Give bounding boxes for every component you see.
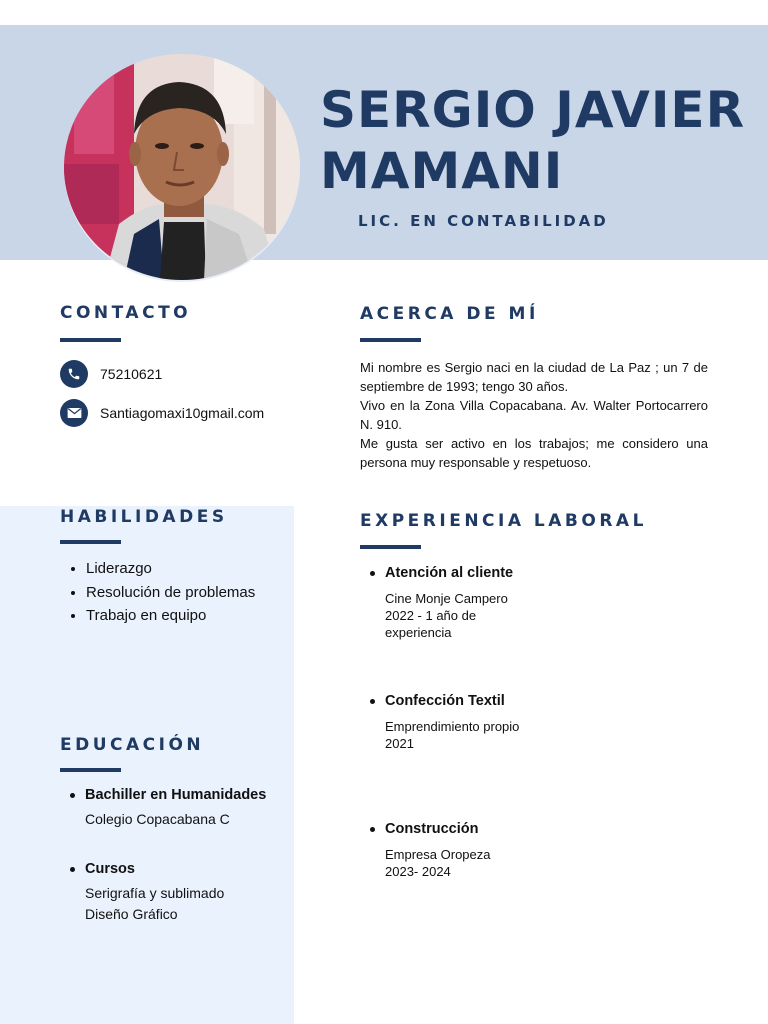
experience-detail: experiencia — [385, 625, 452, 640]
about-paragraph: Mi nombre es Sergio naci en la ciudad de La Paz ; un 7 de septiembre de 1993; tengo 30 años. — [360, 360, 708, 394]
about-paragraph: Vivo en la Zona Villa Copacabana. Av. Walter Portocarrero N. 910. — [360, 398, 708, 432]
name-line-1: SERGIO JAVIER — [320, 81, 746, 139]
person-name — [320, 80, 760, 202]
contact-phone-row — [60, 360, 162, 388]
skills-title: HABILIDADES — [60, 507, 228, 527]
education-entry-title — [70, 787, 266, 803]
education-entry — [70, 787, 266, 830]
education-detail: Colegio Copacabana C — [85, 811, 230, 827]
education-degree: Bachiller en Humanidades — [85, 787, 267, 803]
experience-role: Atención al cliente — [385, 565, 514, 581]
education-degree: Cursos — [85, 861, 135, 877]
experience-entry-title — [370, 565, 513, 581]
skill-item: • Trabajo en equipo — [86, 604, 255, 628]
name-line-2: MAMANI — [320, 142, 564, 200]
experience-detail: 2021 — [385, 736, 414, 751]
experience-role: Confección Textil — [385, 693, 505, 709]
experience-entry-title — [370, 821, 491, 837]
education-detail: Diseño Gráfico — [85, 906, 178, 922]
experience-detail: Cine Monje Campero — [385, 591, 508, 606]
about-title: ACERCA DE MÍ — [360, 304, 539, 324]
phone-icon — [60, 360, 88, 388]
experience-title: EXPERIENCIA LABORAL — [360, 511, 647, 531]
skill-item: • Liderazgo — [86, 557, 255, 581]
contact-email-row — [60, 399, 264, 427]
contact-rule — [60, 338, 121, 342]
experience-role: Construcción — [385, 821, 479, 837]
about-paragraph: Me gusta ser activo en los trabajos; me considero una persona muy responsable y respetuoso. — [360, 436, 708, 470]
bullet-icon — [370, 571, 375, 576]
bullet-icon — [70, 793, 75, 798]
contact-title: CONTACTO — [60, 303, 192, 323]
profile-photo — [64, 54, 300, 280]
skills-rule — [60, 540, 121, 544]
experience-detail: Empresa Oropeza — [385, 847, 491, 862]
experience-detail: 2022 - 1 año de — [385, 608, 477, 623]
phone-number: 75210621 — [100, 366, 163, 382]
experience-entry — [370, 565, 513, 641]
experience-detail: 2023- 2024 — [385, 864, 451, 879]
bullet-icon — [370, 827, 375, 832]
education-detail: Serigrafía y sublimado — [85, 885, 225, 901]
experience-entry-title — [370, 693, 519, 709]
skills-list — [70, 557, 255, 628]
experience-detail: Emprendimiento propio — [385, 719, 520, 734]
about-text — [360, 358, 708, 472]
email-address: Santiagomaxi10gmail.com — [100, 405, 265, 421]
education-title: EDUCACIÓN — [60, 735, 205, 755]
experience-rule — [360, 545, 421, 549]
education-entry-title — [70, 861, 224, 877]
email-icon — [60, 399, 88, 427]
experience-entry — [370, 821, 491, 880]
skill-item: • Resolución de problemas — [86, 581, 255, 605]
experience-entry — [370, 693, 519, 752]
bullet-icon — [370, 699, 375, 704]
bullet-icon — [70, 867, 75, 872]
job-title: LIC. EN CONTABILIDAD — [358, 212, 609, 230]
education-rule — [60, 768, 121, 772]
education-entry — [70, 861, 224, 925]
about-rule — [360, 338, 421, 342]
